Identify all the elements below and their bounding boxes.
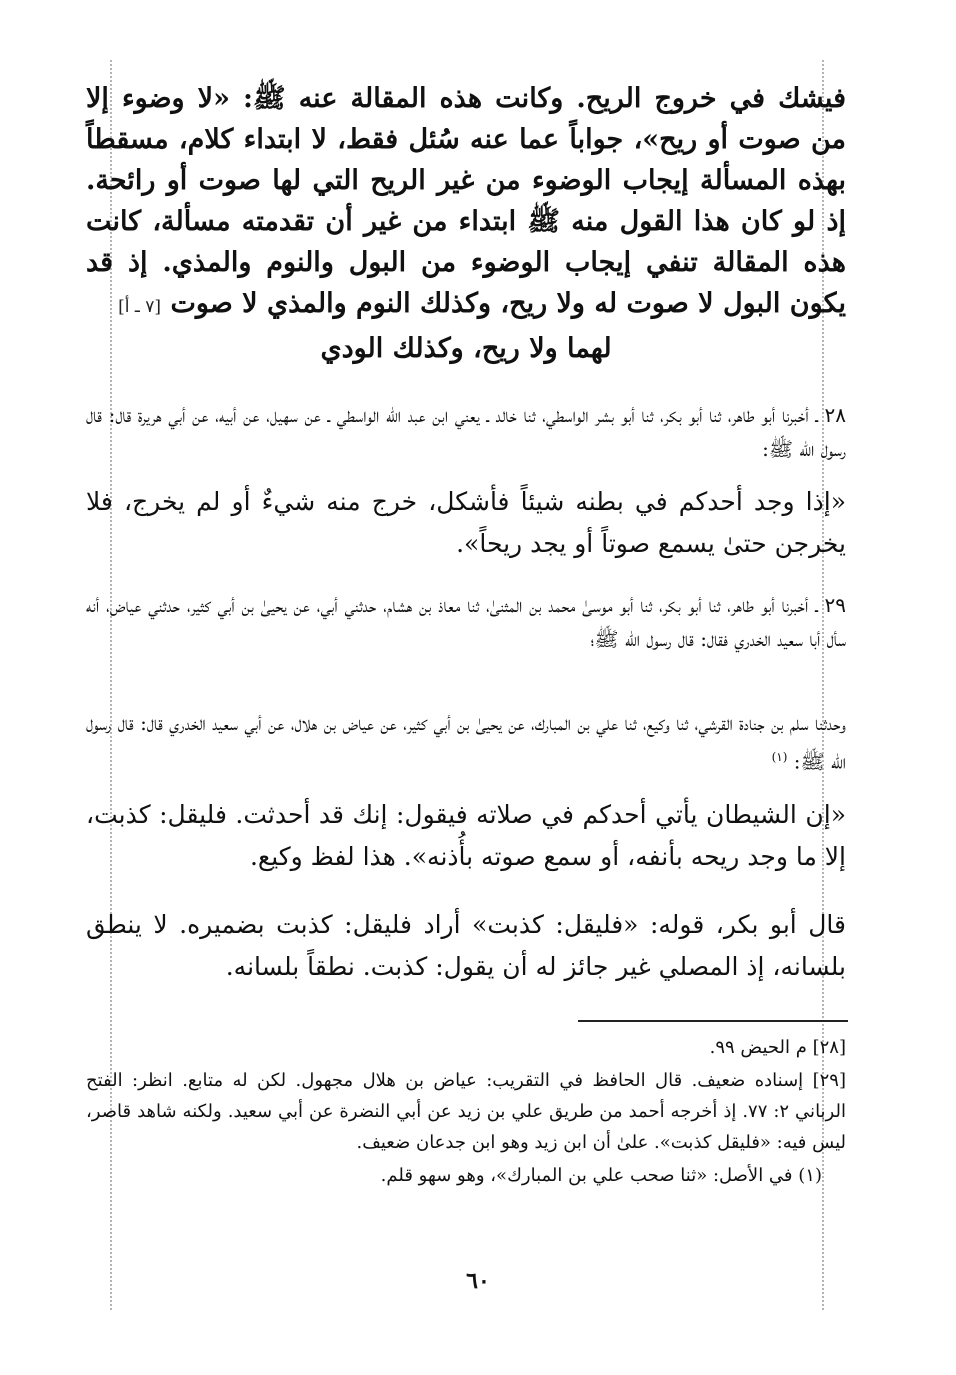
- hadith-29-isnad: [86, 588, 846, 656]
- hadith-28-text: «إذا وجد أحدكم في بطنه شيئاً فأشكل، خرج منه شيءٌ أو لم يخرج، فلا يخرجن حتىٰ يسمع صوتاً أو يجد ريحاً».: [86, 487, 846, 558]
- abu-bakr-comment: قال أبو بكر، قوله: «فليقل: كذبت» أراد فليقل: كذبت بضميره. لا ينطق بلسانه، إذ المصلي غير جائز له أن يقول: كذبت. نطقاً بلسانه.: [86, 910, 846, 981]
- footnotes-section: [86, 1032, 846, 1193]
- abu-bakr-comment-block: [86, 904, 846, 988]
- footnote-29: [86, 1065, 846, 1158]
- hadith-29-text: «إن الشيطان يأتي أحدكم في صلاته فيقول: إنك قد أحدثت. فليقل: كذبت، إلا ما وجد ريحه بأنفه، أو سمع صوته بأُذنه». هذا لفظ وكيع.: [86, 800, 846, 871]
- footnote-1: [86, 1160, 846, 1191]
- footnote-text: إسناده ضعيف. قال الحافظ في التقريب: عياض بن هلال مجهول. لكن له متابع. انظر: الفتح الرباني ٢: ٧٧. إذ أخرجه أحمد من طريق علي بن زيد عن أبي النضرة عن أبي سعيد. ولكنه شاهد قاصر، ليس فيه: «فليقل كذبت». علىٰ أن ابن زيد وهو ابن جدعان ضعيف.: [86, 1070, 846, 1153]
- intro-last-line: لهما ولا ريح، وكذلك الودي: [320, 333, 612, 364]
- footnote-reference: (١): [771, 750, 788, 764]
- hadith-28-text-block: [86, 481, 846, 565]
- page-number: ٦٠: [466, 1268, 490, 1294]
- footnote-28: [86, 1032, 846, 1063]
- intro-paragraph-text: فيشك في خروج الريح. وكانت هذه المقالة عنه ﷺ: «لا وضوء إلا من صوت أو ريح»، جواباً عما عنه سُئل فقط، لا ابتداء كلام، مسقطاً بهذه المسألة إيجاب الوضوء من غير الريح التي لها صوت أو رائحة. إذ لو كان هذا القول منه ﷺ ابتداء من غير أن تقدمته مسألة، كانت هذه المقالة تنفي إيجاب الوضوء من البول والنوم والمذي. إذ قد يكون البول لا صوت له ولا ريح، وكذلك النوم والمذي لا صوت: [86, 83, 846, 319]
- intro-paragraph-block: [86, 78, 846, 369]
- hadith-29-second-isnad: [86, 706, 846, 779]
- intro-paragraph: [86, 78, 846, 369]
- footnote-ref: [٢٩]: [812, 1070, 846, 1091]
- manuscript-folio-marker: [٧ ـ أ]: [118, 297, 162, 317]
- footnote-ref: [٢٨]: [812, 1037, 846, 1058]
- hadith-29-second-isnad-body: وحدثنا سلم بن جنادة القرشي، ثنا وكيع، ثنا علي بن المبارك، عن يحيىٰ بن أبي كثير، عن عياض بن هلال، عن أبي سعيد الخدري قال: قال رسول الله ﷺ:: [86, 711, 846, 774]
- footnote-separator: [578, 1020, 848, 1022]
- footnote-text: في الأصل: «ثنا صحب علي بن المبارك»، وهو سهو قلم.: [380, 1165, 793, 1186]
- hadith-29-text-block: [86, 794, 846, 878]
- hadith-28-isnad-text: ٢٨ ـ أخبرنا أبو طاهر، ثنا أبو بكر، ثنا أبو بشر الواسطي، ثنا خالد ـ يعني ابن عبد الله الواسطي ـ عن سهيل، عن أبيه، عن أبي هريرة قال: قال رسول الله ﷺ:: [86, 403, 846, 461]
- hadith-29-second-isnad-text: [86, 706, 846, 779]
- footnote-text: م الحيض ٩٩.: [709, 1037, 807, 1058]
- footnote-ref: (١): [798, 1165, 822, 1186]
- hadith-29-isnad-text: ٢٩ ـ أخبرنا أبو طاهر، ثنا أبو بكر، ثنا أبو موسىٰ محمد بن المثنىٰ، ثنا معاذ بن هشام، حدثني أبي، عن يحيىٰ بن أبي كثير، حدثني عياض، أنه سأل أبا سعيد الخدري فقال: قال رسول الله ﷺ؛: [86, 593, 846, 651]
- hadith-28-isnad: [86, 398, 846, 466]
